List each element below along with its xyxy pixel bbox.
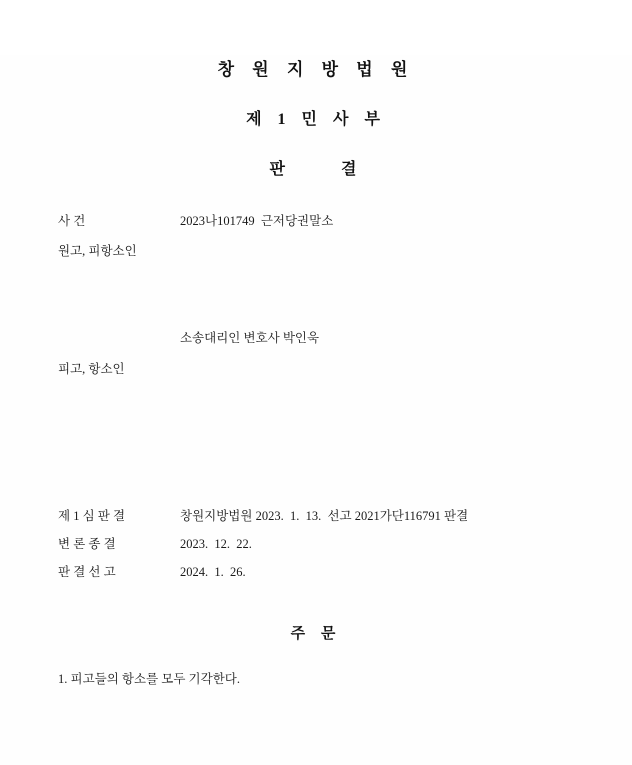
document-type-second-char: 결 — [341, 161, 363, 178]
court-title: 창 원 지 방 법 원 — [217, 60, 415, 79]
judgment-document-page — [0, 55, 632, 765]
defendant-row — [58, 362, 632, 376]
division-title: 제 1 민 사 부 — [246, 111, 386, 128]
document-type-heading — [0, 156, 632, 179]
judgment-date-row — [58, 565, 632, 579]
plaintiff-attorney-value: 소송대리인 변호사 박인욱 — [180, 330, 320, 345]
judgment-date-label: 판 결 선 고 — [58, 565, 116, 580]
plaintiff-label: 원고, 피항소인 — [58, 244, 137, 259]
argument-end-row — [58, 537, 632, 551]
plaintiff-row — [58, 244, 632, 258]
case-number-value: 2023나101749 근저당권말소 — [180, 214, 334, 228]
case-number-row — [58, 214, 632, 228]
case-number-label: 사 건 — [58, 214, 86, 228]
argument-end-value: 2023. 12. 22. — [180, 536, 252, 551]
order-section-heading: 주 문 — [290, 625, 342, 642]
judgment-date-value: 2024. 1. 26. — [180, 565, 246, 580]
argument-end-label: 변 론 종 결 — [58, 536, 116, 551]
first-instance-judgment-row — [58, 509, 632, 523]
first-instance-judgment-value: 창원지방법원 2023. 1. 13. 선고 2021가단116791 판결 — [180, 508, 469, 523]
document-type-first-char: 판 — [269, 161, 291, 178]
first-instance-judgment-label: 제 1 심 판 결 — [58, 508, 126, 523]
plaintiff-attorney-row — [180, 331, 632, 345]
defendant-label: 피고, 항소인 — [58, 362, 125, 377]
order-item: 1. 피고들의 항소를 모두 기각한다. — [58, 671, 240, 686]
